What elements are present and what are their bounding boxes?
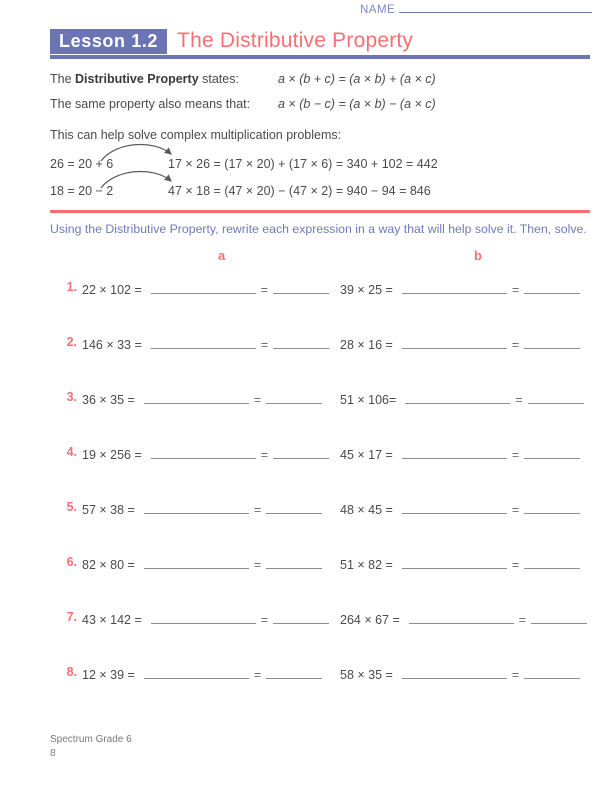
- expression: 51 × 106=: [340, 393, 397, 407]
- rewrite-blank[interactable]: [151, 610, 256, 624]
- lesson-badge: Lesson 1.2: [50, 29, 167, 54]
- equals-sign: =: [511, 668, 520, 682]
- footer-page-number: 8: [50, 747, 56, 759]
- rewrite-blank[interactable]: [402, 665, 507, 679]
- directions-text: Using the Distributive Property, rewrite each expression in a way that will help solve it. Then, solve.: [50, 222, 587, 236]
- problem-row: [0, 555, 600, 610]
- example-1-decomposition: 26 = 20 + 6: [50, 157, 114, 171]
- problem-7-column-b: [340, 610, 587, 627]
- help-solve-statement: This can help solve complex multiplication problems:: [50, 128, 342, 142]
- problem-7-column-a: [82, 610, 329, 627]
- equals-sign: =: [518, 613, 527, 627]
- expression: 146 × 33 =: [82, 338, 142, 352]
- name-write-in-line[interactable]: [399, 12, 592, 13]
- expression: 36 × 35 =: [82, 393, 135, 407]
- answer-blank[interactable]: [524, 555, 580, 569]
- problem-4-column-a: [82, 445, 329, 462]
- section-divider: [50, 210, 590, 213]
- statement-1-prefix: The: [50, 72, 76, 86]
- problem-5-column-a: [82, 500, 322, 517]
- answer-blank[interactable]: [266, 665, 322, 679]
- equals-sign: =: [511, 338, 520, 352]
- answer-blank[interactable]: [524, 280, 580, 294]
- rewrite-blank[interactable]: [402, 445, 507, 459]
- answer-blank[interactable]: [266, 555, 322, 569]
- problem-number: 4.: [66, 445, 77, 459]
- example-2-decomposition: 18 = 20 − 2: [50, 184, 114, 198]
- answer-blank[interactable]: [528, 390, 584, 404]
- example-2-worked: 47 × 18 = (47 × 20) − (47 × 2) = 940 − 94 = 846: [168, 184, 431, 198]
- equals-sign: =: [511, 448, 520, 462]
- problem-6-column-b: [340, 555, 580, 572]
- problem-number: 7.: [66, 610, 77, 624]
- rewrite-blank[interactable]: [144, 500, 249, 514]
- problem-row: [0, 610, 600, 665]
- statement-1-bold: Distributive Property: [75, 72, 199, 86]
- problem-row: [0, 500, 600, 555]
- problem-row: [0, 445, 600, 500]
- header-divider-bar: [50, 55, 590, 59]
- answer-blank[interactable]: [524, 665, 580, 679]
- answer-blank[interactable]: [273, 610, 329, 624]
- answer-blank[interactable]: [273, 445, 329, 459]
- name-label: NAME: [360, 4, 396, 16]
- problem-number: 1.: [66, 280, 77, 294]
- equals-sign: =: [260, 613, 269, 627]
- problem-6-column-a: [82, 555, 322, 572]
- problem-row: [0, 280, 600, 335]
- equals-sign: =: [253, 668, 262, 682]
- footer-series: Spectrum Grade 6: [50, 734, 132, 745]
- equals-sign: =: [253, 558, 262, 572]
- rewrite-blank[interactable]: [151, 280, 256, 294]
- problem-row: [0, 390, 600, 445]
- answer-blank[interactable]: [524, 445, 580, 459]
- answer-blank[interactable]: [273, 335, 329, 349]
- equals-sign: =: [515, 393, 523, 407]
- expression: 48 × 45 =: [340, 503, 393, 517]
- problem-number: 3.: [66, 390, 77, 404]
- problem-number: 6.: [66, 555, 77, 569]
- rewrite-blank[interactable]: [144, 390, 249, 404]
- rewrite-blank[interactable]: [144, 665, 249, 679]
- expression: 51 × 82 =: [340, 558, 393, 572]
- problem-5-column-b: [340, 500, 580, 517]
- rewrite-blank[interactable]: [151, 445, 256, 459]
- expression: 57 × 38 =: [82, 503, 135, 517]
- column-header-b: b: [474, 248, 482, 263]
- equals-sign: =: [260, 283, 269, 297]
- problem-2-column-b: [340, 335, 580, 352]
- answer-blank[interactable]: [524, 500, 580, 514]
- problem-row: [0, 335, 600, 390]
- expression: 39 × 25 =: [340, 283, 393, 297]
- same-property-statement: The same property also means that:: [50, 97, 251, 111]
- problem-list: [0, 280, 600, 720]
- problem-number: 8.: [66, 665, 77, 679]
- rewrite-blank[interactable]: [144, 555, 249, 569]
- problem-8-column-a: [82, 665, 322, 682]
- expression: 28 × 16 =: [340, 338, 393, 352]
- statement-1-suffix: states:: [198, 72, 239, 86]
- formula-addition: a × (b + c) = (a × b) + (a × c): [278, 72, 436, 86]
- formula-subtraction: a × (b − c) = (a × b) − (a × c): [278, 97, 436, 111]
- problem-3-column-a: [82, 390, 322, 407]
- expression: 58 × 35 =: [340, 668, 393, 682]
- column-header-a: a: [218, 248, 226, 263]
- problem-2-column-a: [82, 335, 329, 352]
- equals-sign: =: [260, 448, 269, 462]
- rewrite-blank[interactable]: [402, 555, 507, 569]
- expression: 45 × 17 =: [340, 448, 393, 462]
- problem-1-column-a: [82, 280, 329, 297]
- answer-blank[interactable]: [266, 500, 322, 514]
- rewrite-blank[interactable]: [402, 280, 507, 294]
- rewrite-blank[interactable]: [151, 335, 256, 349]
- equals-sign: =: [511, 283, 520, 297]
- answer-blank[interactable]: [531, 610, 587, 624]
- page-title: The Distributive Property: [177, 29, 414, 52]
- rewrite-blank[interactable]: [409, 610, 514, 624]
- distributive-property-statement: [50, 72, 239, 86]
- equals-sign: =: [511, 558, 520, 572]
- problem-1-column-b: [340, 280, 580, 297]
- equals-sign: =: [511, 503, 520, 517]
- expression: 12 × 39 =: [82, 668, 135, 682]
- problem-number: 2.: [66, 335, 77, 349]
- problem-8-column-b: [340, 665, 580, 682]
- rewrite-blank[interactable]: [402, 500, 507, 514]
- example-1-worked: 17 × 26 = (17 × 20) + (17 × 6) = 340 + 102 = 442: [168, 157, 438, 171]
- expression: 82 × 80 =: [82, 558, 135, 572]
- rewrite-blank[interactable]: [405, 390, 510, 404]
- problem-3-column-b: [340, 390, 584, 407]
- rewrite-blank[interactable]: [402, 335, 507, 349]
- lesson-header: [50, 24, 590, 58]
- expression: 19 × 256 =: [82, 448, 142, 462]
- equals-sign: =: [260, 338, 269, 352]
- answer-blank[interactable]: [273, 280, 329, 294]
- problem-row: [0, 665, 600, 720]
- expression: 264 × 67 =: [340, 613, 400, 627]
- expression: 22 × 102 =: [82, 283, 142, 297]
- equals-sign: =: [253, 393, 262, 407]
- answer-blank[interactable]: [266, 390, 322, 404]
- expression: 43 × 142 =: [82, 613, 142, 627]
- answer-blank[interactable]: [524, 335, 580, 349]
- problem-4-column-b: [340, 445, 580, 462]
- problem-number: 5.: [66, 500, 77, 514]
- equals-sign: =: [253, 503, 262, 517]
- page-footer: [50, 733, 132, 760]
- name-field-row: [360, 4, 592, 16]
